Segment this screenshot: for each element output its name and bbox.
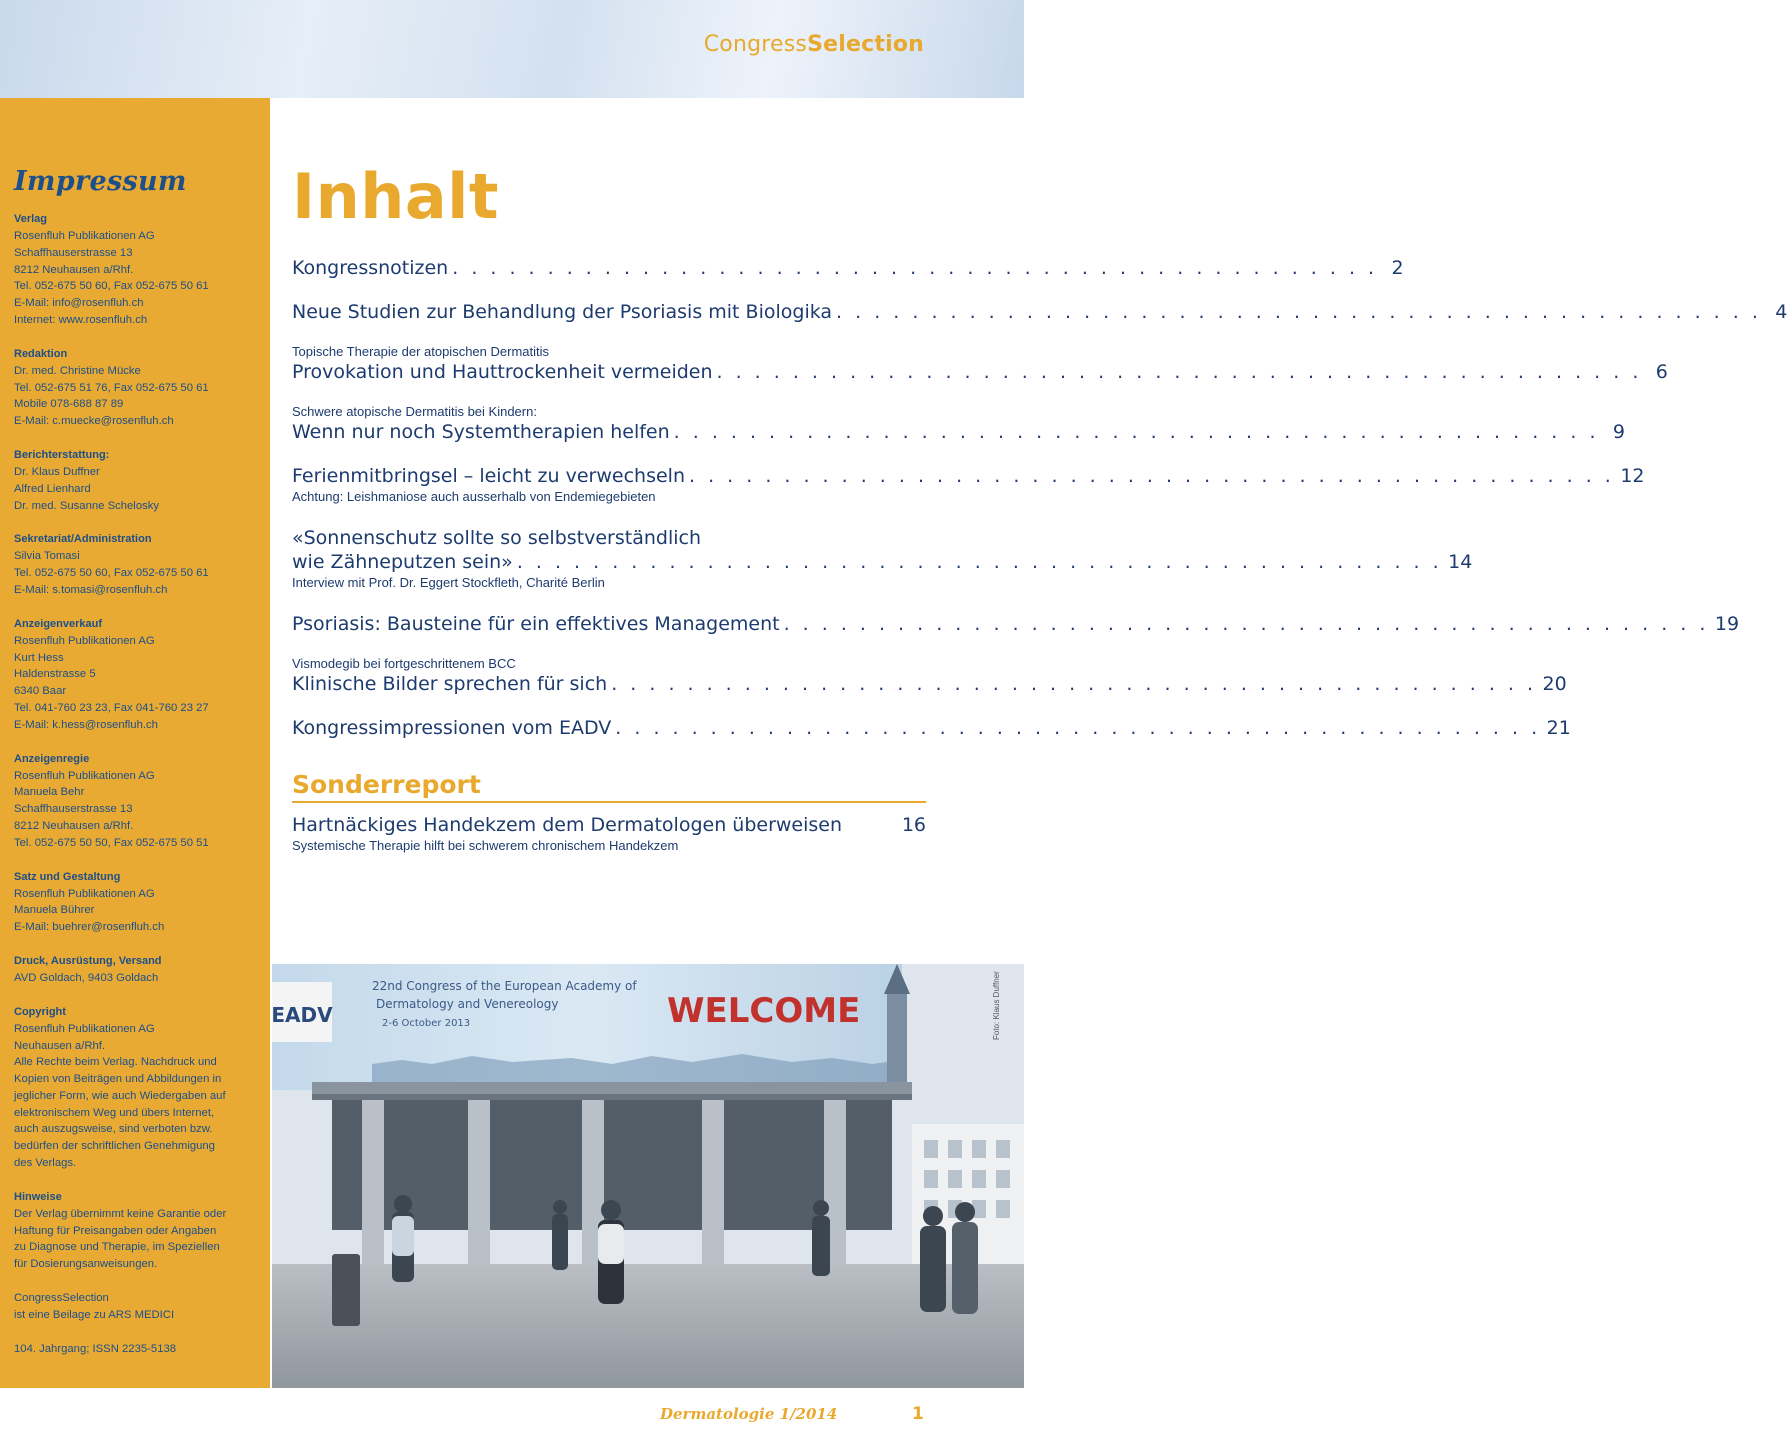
toc-title: Wenn nur noch Systemtherapien helfen	[292, 421, 670, 443]
toc-title: Psoriasis: Bausteine für ein effektives Management	[292, 613, 780, 635]
impressum-line: Rosenfluh Publikationen AG	[14, 769, 155, 782]
impressum-line: Neuhausen a/Rhf.	[14, 1039, 106, 1052]
impressum-section	[14, 1290, 270, 1324]
impressum-line: 8212 Neuhausen a/Rhf.	[14, 819, 134, 832]
impressum-line[interactable]: E-Mail: s.tomasi@rosenfluh.ch	[14, 583, 168, 596]
toc-entry	[292, 344, 1668, 384]
impressum-line: Rosenfluh Publikationen AG	[14, 230, 155, 242]
impressum-line: Dr. med. Susanne Schelosky	[14, 499, 160, 512]
toc-page-number: 14	[1448, 551, 1473, 573]
impressum-line: für Dosierungsanweisungen.	[14, 1258, 158, 1271]
impressum-line: CongressSelection	[14, 1292, 109, 1305]
impressum-line: Alle Rechte beim Verlag. Nachdruck und	[14, 1056, 217, 1069]
impressum-section-heading: Druck, Ausrüstung, Versand	[14, 954, 162, 967]
impressum-line: Tel. 052-675 50 60, Fax 052-675 50 61	[14, 567, 209, 580]
impressum-line: Rosenfluh Publikationen AG	[14, 634, 155, 647]
toc-title-row[interactable]	[292, 420, 1625, 444]
impressum-line: Rosenfluh Publikationen AG	[14, 887, 155, 900]
toc-subtitle: Achtung: Leishmaniose auch ausserhalb von Endemiegebieten	[292, 489, 656, 504]
toc-title: wie Zähneputzen sein»	[292, 551, 513, 573]
impressum-title: Impressum	[14, 166, 187, 197]
toc-subtitle: Interview mit Prof. Dr. Eggert Stockfleth, Charité Berlin	[292, 575, 605, 590]
impressum-line: Tel. 052-675 50 50, Fax 052-675 50 51	[14, 836, 209, 849]
toc-page-number: 4	[1775, 301, 1787, 323]
toc-entry	[292, 612, 1740, 636]
impressum-section-heading: Sekretariat/Administration	[14, 533, 152, 546]
toc-title-row[interactable]	[292, 550, 1473, 574]
impressum-line[interactable]: elektronischem Weg und übers Internet,	[14, 1106, 215, 1119]
sonderreport-subtitle: Systemische Therapie hilft bei schwerem chronischem Handekzem	[292, 838, 679, 853]
toc-page-number: 19	[1714, 613, 1740, 635]
impressum-line: bedürfen der schriftlichen Genehmigung	[14, 1140, 215, 1153]
impressum-section-heading: Hinweise	[14, 1190, 62, 1203]
sonderreport-title: Hartnäckiges Handekzem dem Dermatologen überweisen	[292, 814, 843, 836]
impressum-section	[14, 1189, 270, 1273]
toc-page-number: 21	[1546, 717, 1571, 739]
congress-photo	[272, 964, 1024, 1388]
impressum-line: 6340 Baar	[14, 685, 67, 698]
brand-logo	[704, 32, 924, 57]
impressum-line: Tel. 052-675 50 60, Fax 052-675 50 61	[14, 280, 209, 293]
photo-credit: Foto: Klaus Duffner	[992, 971, 1001, 1040]
impressum-line: Manuela Bührer	[14, 904, 95, 917]
impressum-section	[14, 751, 270, 852]
impressum-sidebar	[0, 98, 270, 1388]
toc-leader-dots: . . . . . . . . . . . . . . . . . . . . . . . . . . . . . . . . . . . . . . . . . . . . . . . . .	[673, 421, 1599, 443]
toc-title-row[interactable]	[292, 360, 1668, 384]
impressum-section-heading: Satz und Gestaltung	[14, 870, 121, 883]
toc-entry	[292, 656, 1567, 696]
toc-title-row[interactable]	[292, 672, 1567, 696]
table-of-contents	[292, 256, 1787, 855]
impressum-line: ist eine Beilage zu ARS MEDICI	[14, 1308, 175, 1321]
impressum-line: Kurt Hess	[14, 651, 64, 664]
toc-entry	[292, 526, 1473, 592]
toc-page-number: 9	[1612, 421, 1625, 443]
toc-entry	[292, 464, 1645, 506]
toc-kicker: Vismodegib bei fortgeschrittenem BCC	[292, 656, 516, 671]
page-title: Inhalt	[292, 160, 500, 233]
banner-line1: 22nd Congress of the European Academy of	[372, 979, 637, 993]
toc-title-line1: «Sonnenschutz sollte so selbstverständlich	[292, 527, 702, 549]
impressum-line: Tel. 041-760 23 23, Fax 041-760 23 27	[14, 701, 209, 714]
impressum-section	[14, 1341, 270, 1358]
impressum-line[interactable]: Internet: www.rosenfluh.ch	[14, 313, 148, 326]
impressum-line: Der Verlag übernimmt keine Garantie oder	[14, 1207, 227, 1220]
impressum-line: des Verlags.	[14, 1157, 77, 1170]
toc-leader-dots: . . . . . . . . . . . . . . . . . . . . . . . . . . . . . . . . . . . . . . . . . . . . . . . . .	[689, 465, 1615, 487]
impressum-section	[14, 869, 270, 936]
toc-leader-dots: . . . . . . . . . . . . . . . . . . . . . . . . . . . . . . . . . . . . . . . . . . . . . . . . .	[611, 673, 1537, 695]
toc-title: Neue Studien zur Behandlung der Psoriasis mit Biologika	[292, 301, 833, 323]
impressum-line[interactable]: E-Mail: buehrer@rosenfluh.ch	[14, 921, 165, 934]
footer-page-number: 1	[912, 1404, 924, 1424]
impressum-section-heading: Verlag	[14, 213, 48, 225]
impressum-line: Haftung für Preisangaben oder Angaben	[14, 1224, 217, 1237]
toc-kicker: Topische Therapie der atopischen Dermatitis	[292, 344, 550, 359]
toc-leader-dots: . . . . . . . . . . . . . . . . . . . . . . . . . . . . . . . . . . . . . . . . . . . . . . . . .	[452, 257, 1378, 279]
brand-light: Congress	[703, 32, 808, 57]
impressum-section-heading: Anzeigenverkauf	[14, 617, 103, 630]
impressum-line: Mobile 078-688 87 89	[14, 398, 124, 411]
impressum-line: 8212 Neuhausen a/Rhf.	[14, 263, 134, 276]
impressum-section	[14, 447, 270, 514]
impressum-section-heading: Anzeigenregie	[14, 752, 90, 765]
toc-leader-dots: . . . . . . . . . . . . . . . . . . . . . . . . . . . . . . . . . . . . . . . . . . . . . . . . .	[783, 613, 1709, 635]
impressum-sections	[14, 211, 270, 1357]
toc-title: Klinische Bilder sprechen für sich	[292, 673, 608, 695]
banner-line2: Dermatology and Venereology	[376, 997, 559, 1011]
impressum-line[interactable]: E-Mail: c.muecke@rosenfluh.ch	[14, 415, 174, 428]
sonderreport-page-number: 16	[901, 814, 926, 836]
impressum-line: Alfred Lienhard	[14, 482, 91, 495]
impressum-line: AVD Goldach, 9403 Goldach	[14, 971, 159, 984]
toc-leader-dots: . . . . . . . . . . . . . . . . . . . . . . . . . . . . . . . . . . . . . . . . . . . . . . . . .	[716, 361, 1642, 383]
toc-leader-dots: . . . . . . . . . . . . . . . . . . . . . . . . . . . . . . . . . . . . . . . . . . . . . . . . .	[516, 551, 1443, 573]
toc-title: Kongressimpressionen vom EADV	[292, 717, 612, 739]
impressum-line: Schaffhauserstrasse 13	[14, 803, 133, 816]
toc-entry	[292, 300, 1787, 324]
congress-photo-illustration	[272, 964, 1024, 1388]
toc-entry	[292, 404, 1625, 444]
impressum-line: 104. Jahrgang; ISSN 2235-5138	[14, 1342, 177, 1355]
toc-title: Provokation und Hauttrockenheit vermeiden	[292, 361, 713, 383]
toc-page-number: 2	[1391, 257, 1404, 279]
toc-title-row[interactable]	[292, 612, 1740, 636]
impressum-line: Tel. 052-675 51 76, Fax 052-675 50 61	[14, 381, 209, 394]
toc-title-row[interactable]	[292, 716, 1571, 740]
impressum-line[interactable]: E-Mail: k.hess@rosenfluh.ch	[14, 718, 158, 731]
banner-line3: 2-6 October 2013	[382, 1018, 471, 1029]
toc-leader-dots: . . . . . . . . . . . . . . . . . . . . . . . . . . . . . . . . . . . . . . . . . . . . . . . . .	[615, 717, 1541, 739]
toc-title: Kongressnotizen	[292, 257, 449, 279]
impressum-section	[14, 616, 270, 734]
impressum-line: Rosenfluh Publikationen AG	[14, 1022, 155, 1035]
eadv-logo: EADV	[271, 1003, 333, 1027]
toc-title-row[interactable]	[292, 300, 1787, 324]
toc-title: Ferienmitbringsel – leicht zu verwechseln	[292, 465, 685, 487]
toc-entry	[292, 716, 1571, 740]
impressum-line: Haldenstrasse 5	[14, 668, 96, 681]
sonderreport-title-row[interactable]	[292, 813, 926, 837]
footer-magazine: Dermatologie 1/2014	[660, 1405, 838, 1423]
impressum-line: jeglicher Form, wie auch Wiedergaben auf	[14, 1089, 226, 1102]
welcome-text: WELCOME	[667, 991, 861, 1031]
sonderreport-heading: Sonderreport	[292, 770, 926, 803]
toc-title-row[interactable]	[292, 464, 1645, 488]
toc-title-row[interactable]	[292, 256, 1404, 280]
impressum-line: Manuela Behr	[14, 786, 85, 799]
impressum-section	[14, 346, 270, 430]
impressum-line: Schaffhauserstrasse 13	[14, 246, 133, 259]
impressum-section-heading: Berichterstattung:	[14, 448, 110, 461]
impressum-line: Dr. Klaus Duffner	[14, 465, 100, 478]
impressum-section	[14, 953, 270, 987]
impressum-section-heading: Copyright	[14, 1005, 66, 1018]
impressum-line: zu Diagnose und Therapie, im Speziellen	[14, 1241, 220, 1254]
toc-page-number: 20	[1542, 673, 1567, 695]
toc-leader-dots: . . . . . . . . . . . . . . . . . . . . . . . . . . . . . . . . . . . . . . . . . . . . . . . . .	[836, 301, 1762, 323]
impressum-line: Silvia Tomasi	[14, 550, 80, 563]
impressum-line: Dr. med. Christine Mücke	[14, 364, 141, 377]
impressum-line[interactable]: E-Mail: info@rosenfluh.ch	[14, 297, 144, 310]
brand-bold: Selection	[807, 32, 924, 57]
toc-entry	[292, 256, 1404, 280]
impressum-section	[14, 1004, 270, 1172]
impressum-line: Kopien von Beiträgen und Abbildungen in	[14, 1073, 222, 1086]
sonderreport-section	[292, 770, 926, 855]
toc-kicker: Schwere atopische Dermatitis bei Kindern:	[292, 404, 537, 419]
toc-page-number: 6	[1655, 361, 1668, 383]
impressum-line: auch auszugsweise, sind verboten bzw.	[14, 1123, 213, 1136]
impressum-section	[14, 211, 270, 329]
impressum-section	[14, 531, 270, 598]
toc-page-number: 12	[1620, 465, 1645, 487]
impressum-section-heading: Redaktion	[14, 347, 68, 360]
